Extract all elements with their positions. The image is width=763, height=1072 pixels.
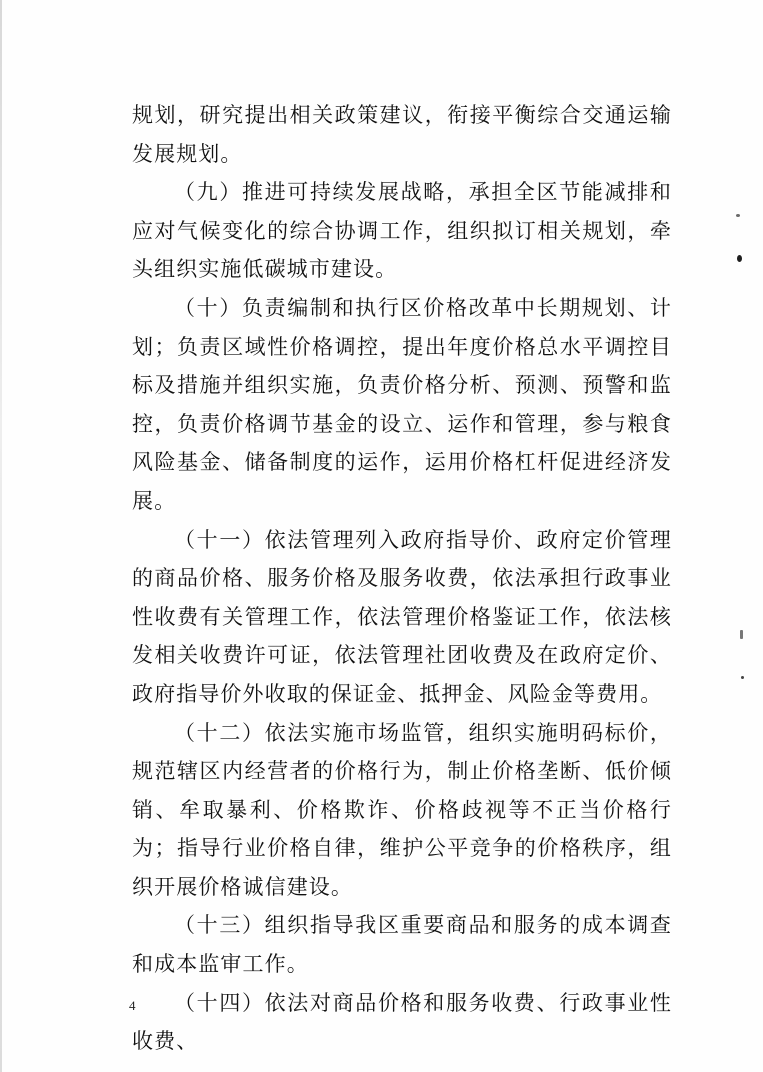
scan-speck (740, 630, 743, 639)
paragraph-item-10: （十）负责编制和执行区价格改革中长期规划、计划；负责区域性价格调控，提出年度价格总水平调控目标及措施并组织实施，负责价格分析、预测、预警和监控，负责价格调节基金的设立、运作和管理，参与粮食风险基金、储备制度的运作，运用价格杠杆促进经济发展。 (132, 295, 672, 513)
scan-speck (736, 214, 740, 217)
scan-edge (0, 0, 2, 1072)
paragraph-item-9: （九）推进可持续发展战略，承担全区节能减排和应对气候变化的综合协调工作，组织拟订相关规划，牵头组织实施低碳城市建设。 (132, 180, 672, 282)
paragraph-item-14: （十四）依法对商品价格和服务收费、行政事业性收费、 (132, 990, 672, 1054)
paragraph-continued: 规划，研究提出相关政策建议，衔接平衡综合交通运输发展规划。 (132, 103, 672, 166)
document-body (132, 96, 672, 1061)
scan-speck (741, 676, 744, 679)
paragraph-item-13: （十三）组织指导我区重要商品和服务的成本调查和成本监审工作。 (132, 913, 672, 977)
paragraph-item-12: （十二）依法实施市场监管，组织实施明码标价，规范辖区内经营者的价格行为，制止价格垄断、低价倾销、牟取暴利、价格欺诈、价格歧视等不正当价格行为；指导行业价格自律，维护公平竞争的价格秩序，组织开展价格诚信建设。 (132, 720, 672, 899)
paragraph-item-11: （十一）依法管理列入政府指导价、政府定价管理的商品价格、服务价格及服务收费，依法承担行政事业性收费有关管理工作，依法管理价格鉴证工作，依法核发相关收费许可证，依法管理社团收费及在政府定价、政府指导价外收取的保证金、抵押金、风险金等费用。 (132, 527, 672, 706)
scan-speck (737, 255, 742, 262)
page-number: 4 (129, 998, 136, 1013)
